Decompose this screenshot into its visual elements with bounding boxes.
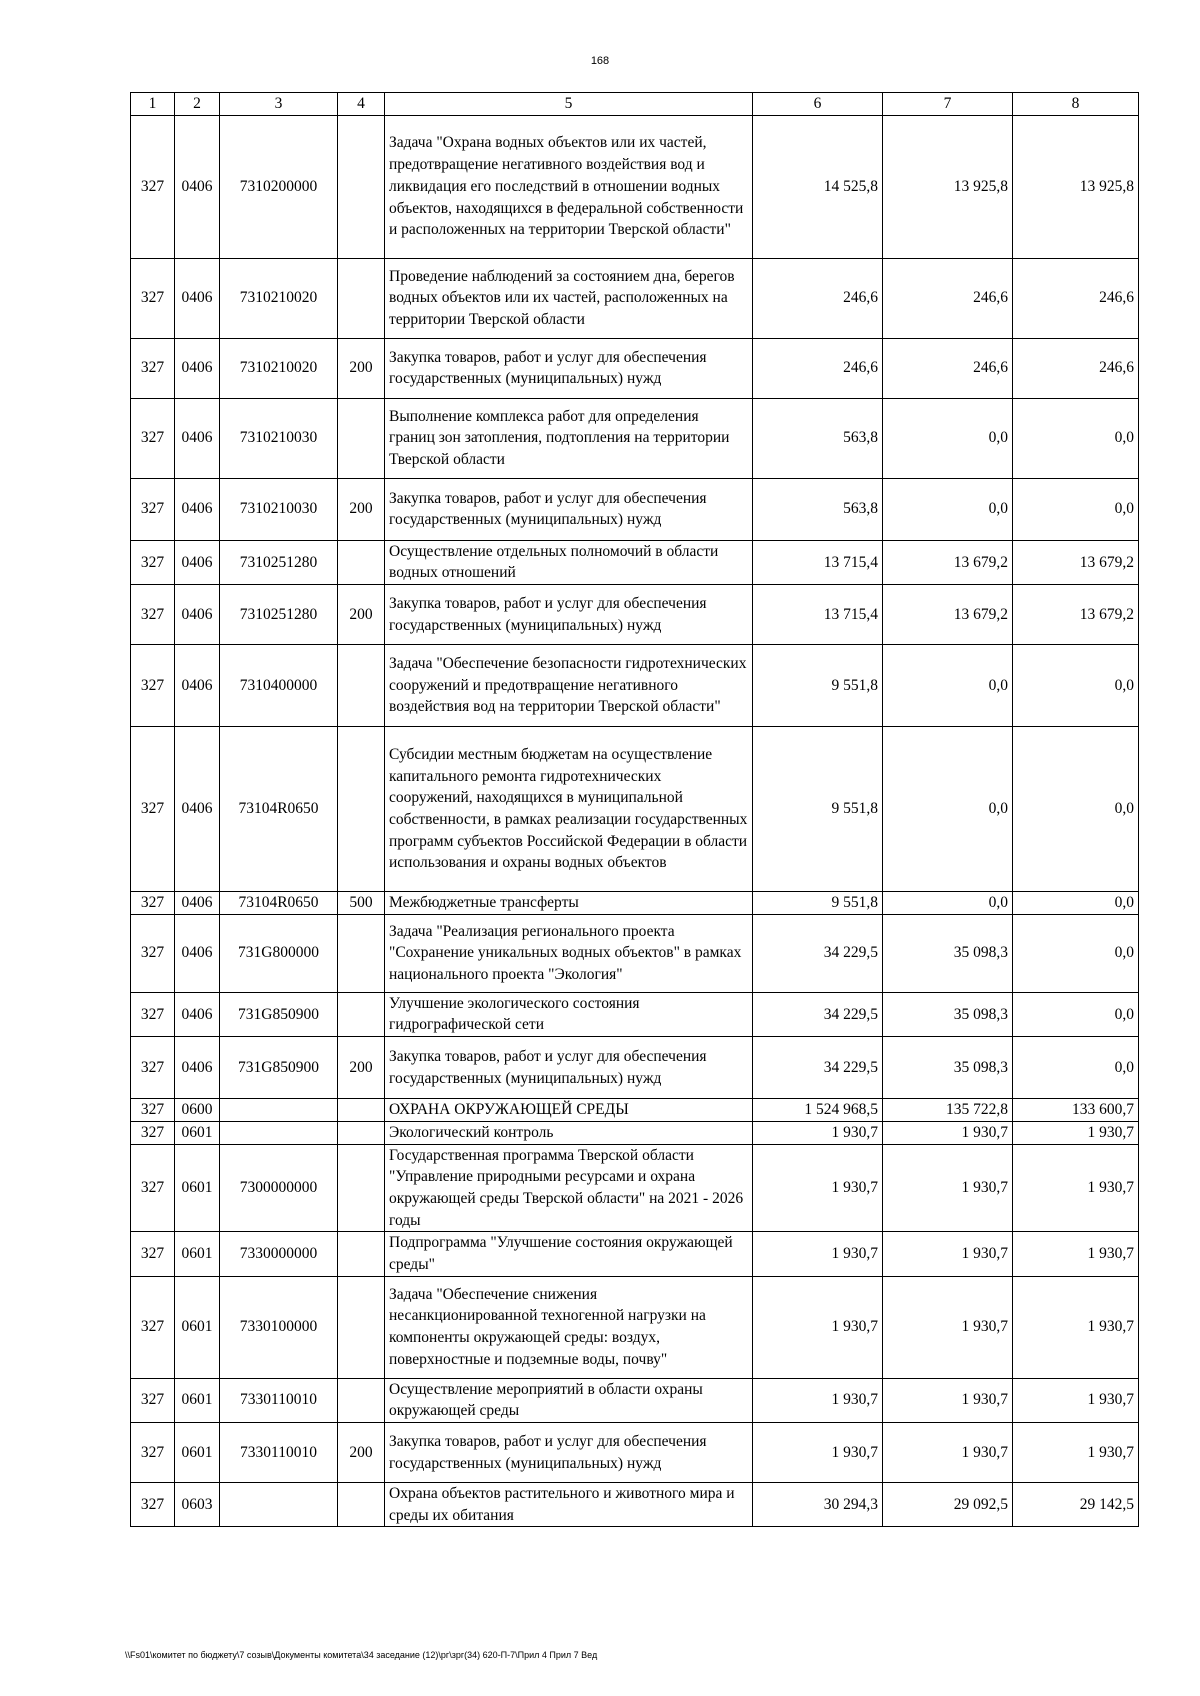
cell-c3: 73104R0650 <box>220 892 338 915</box>
cell-c8: 1 930,7 <box>1013 1232 1139 1276</box>
table-row <box>131 892 1139 915</box>
table-row <box>131 1099 1139 1122</box>
cell-c7: 13 679,2 <box>883 585 1013 645</box>
cell-c7: 1 930,7 <box>883 1144 1013 1232</box>
cell-c7: 0,0 <box>883 727 1013 892</box>
cell-c2: 0406 <box>175 398 220 478</box>
cell-c1: 327 <box>131 1378 175 1422</box>
cell-c3: 7310251280 <box>220 540 338 584</box>
cell-c5: Задача "Обеспечение безопасности гидротехнических сооружений и предотвращение негативного воздействия вод на территории Тверской области" <box>385 645 753 727</box>
cell-c3: 731G850900 <box>220 992 338 1036</box>
cell-c6: 246,6 <box>753 338 883 398</box>
cell-c4 <box>338 727 385 892</box>
cell-c5: Закупка товаров, работ и услуг для обеспечения государственных (муниципальных) нужд <box>385 1423 753 1483</box>
cell-c1: 327 <box>131 398 175 478</box>
table-row <box>131 727 1139 892</box>
cell-c7: 135 722,8 <box>883 1099 1013 1122</box>
cell-c1: 327 <box>131 1276 175 1378</box>
cell-c4: 200 <box>338 478 385 540</box>
cell-c1: 327 <box>131 1483 175 1527</box>
cell-c1: 327 <box>131 1144 175 1232</box>
cell-c2: 0406 <box>175 540 220 584</box>
col-header-2: 2 <box>175 93 220 116</box>
cell-c3: 7330100000 <box>220 1276 338 1378</box>
cell-c8: 246,6 <box>1013 258 1139 338</box>
cell-c8: 1 930,7 <box>1013 1423 1139 1483</box>
cell-c3: 7300000000 <box>220 1144 338 1232</box>
cell-c5: Охрана объектов растительного и животного мира и среды их обитания <box>385 1483 753 1527</box>
cell-c1: 327 <box>131 540 175 584</box>
cell-c8: 1 930,7 <box>1013 1378 1139 1422</box>
cell-c1: 327 <box>131 892 175 915</box>
cell-c7: 1 930,7 <box>883 1423 1013 1483</box>
cell-c3: 7310400000 <box>220 645 338 727</box>
cell-c4: 200 <box>338 338 385 398</box>
cell-c2: 0406 <box>175 338 220 398</box>
cell-c4 <box>338 258 385 338</box>
table-row <box>131 1378 1139 1422</box>
cell-c7: 0,0 <box>883 645 1013 727</box>
col-header-4: 4 <box>338 93 385 116</box>
cell-c3 <box>220 1121 338 1144</box>
cell-c7: 13 925,8 <box>883 115 1013 258</box>
cell-c8: 0,0 <box>1013 645 1139 727</box>
cell-c7: 35 098,3 <box>883 992 1013 1036</box>
cell-c8: 13 925,8 <box>1013 115 1139 258</box>
cell-c4: 500 <box>338 892 385 915</box>
table-row <box>131 914 1139 992</box>
col-header-3: 3 <box>220 93 338 116</box>
cell-c1: 327 <box>131 478 175 540</box>
cell-c5: Закупка товаров, работ и услуг для обеспечения государственных (муниципальных) нужд <box>385 1037 753 1099</box>
cell-c4 <box>338 1483 385 1527</box>
cell-c1: 327 <box>131 645 175 727</box>
cell-c7: 1 930,7 <box>883 1121 1013 1144</box>
table-row <box>131 1483 1139 1527</box>
page-number: 168 <box>590 55 610 67</box>
cell-c7: 1 930,7 <box>883 1378 1013 1422</box>
cell-c4 <box>338 398 385 478</box>
cell-c4 <box>338 645 385 727</box>
cell-c2: 0406 <box>175 115 220 258</box>
cell-c4: 200 <box>338 585 385 645</box>
cell-c8: 246,6 <box>1013 338 1139 398</box>
cell-c4 <box>338 992 385 1036</box>
table-row <box>131 540 1139 584</box>
table-row <box>131 398 1139 478</box>
cell-c6: 9 551,8 <box>753 645 883 727</box>
table-row <box>131 338 1139 398</box>
table-row <box>131 1276 1139 1378</box>
cell-c4 <box>338 1232 385 1276</box>
cell-c8: 13 679,2 <box>1013 585 1139 645</box>
cell-c6: 1 930,7 <box>753 1144 883 1232</box>
cell-c4 <box>338 540 385 584</box>
cell-c5: ОХРАНА ОКРУЖАЮЩЕЙ СРЕДЫ <box>385 1099 753 1122</box>
cell-c7: 0,0 <box>883 892 1013 915</box>
cell-c7: 1 930,7 <box>883 1276 1013 1378</box>
cell-c4 <box>338 1276 385 1378</box>
cell-c4 <box>338 1121 385 1144</box>
table-row <box>131 585 1139 645</box>
cell-c3: 7310210020 <box>220 338 338 398</box>
cell-c8: 1 930,7 <box>1013 1121 1139 1144</box>
cell-c6: 1 930,7 <box>753 1121 883 1144</box>
cell-c5: Закупка товаров, работ и услуг для обеспечения государственных (муниципальных) нужд <box>385 338 753 398</box>
cell-c1: 327 <box>131 914 175 992</box>
cell-c2: 0406 <box>175 585 220 645</box>
col-header-8: 8 <box>1013 93 1139 116</box>
table-row <box>131 1423 1139 1483</box>
cell-c5: Закупка товаров, работ и услуг для обеспечения государственных (муниципальных) нужд <box>385 478 753 540</box>
cell-c8: 0,0 <box>1013 892 1139 915</box>
cell-c2: 0406 <box>175 992 220 1036</box>
cell-c7: 35 098,3 <box>883 1037 1013 1099</box>
cell-c1: 327 <box>131 727 175 892</box>
cell-c2: 0406 <box>175 645 220 727</box>
cell-c3: 731G800000 <box>220 914 338 992</box>
cell-c7: 246,6 <box>883 258 1013 338</box>
cell-c2: 0406 <box>175 478 220 540</box>
cell-c6: 9 551,8 <box>753 892 883 915</box>
cell-c6: 13 715,4 <box>753 585 883 645</box>
cell-c3: 7330000000 <box>220 1232 338 1276</box>
cell-c1: 327 <box>131 1232 175 1276</box>
cell-c7: 13 679,2 <box>883 540 1013 584</box>
cell-c2: 0601 <box>175 1144 220 1232</box>
cell-c6: 563,8 <box>753 398 883 478</box>
cell-c2: 0603 <box>175 1483 220 1527</box>
table-row <box>131 115 1139 258</box>
cell-c8: 0,0 <box>1013 398 1139 478</box>
cell-c7: 35 098,3 <box>883 914 1013 992</box>
cell-c1: 327 <box>131 115 175 258</box>
cell-c5: Выполнение комплекса работ для определения границ зон затопления, подтопления на территории Тверской области <box>385 398 753 478</box>
col-header-6: 6 <box>753 93 883 116</box>
cell-c5: Проведение наблюдений за состоянием дна, берегов водных объектов или их частей, расположенных на территории Тверской области <box>385 258 753 338</box>
cell-c2: 0601 <box>175 1423 220 1483</box>
cell-c8: 13 679,2 <box>1013 540 1139 584</box>
budget-table <box>130 92 1139 1527</box>
cell-c6: 1 524 968,5 <box>753 1099 883 1122</box>
cell-c8: 0,0 <box>1013 914 1139 992</box>
cell-c2: 0406 <box>175 727 220 892</box>
cell-c6: 34 229,5 <box>753 914 883 992</box>
cell-c1: 327 <box>131 992 175 1036</box>
cell-c6: 34 229,5 <box>753 992 883 1036</box>
cell-c6: 563,8 <box>753 478 883 540</box>
cell-c3: 7310210030 <box>220 478 338 540</box>
cell-c8: 0,0 <box>1013 478 1139 540</box>
cell-c5: Межбюджетные трансферты <box>385 892 753 915</box>
cell-c4 <box>338 1099 385 1122</box>
cell-c3: 7330110010 <box>220 1423 338 1483</box>
cell-c7: 0,0 <box>883 398 1013 478</box>
cell-c5: Закупка товаров, работ и услуг для обеспечения государственных (муниципальных) нужд <box>385 585 753 645</box>
col-header-5: 5 <box>385 93 753 116</box>
cell-c5: Осуществление отдельных полномочий в области водных отношений <box>385 540 753 584</box>
cell-c8: 1 930,7 <box>1013 1276 1139 1378</box>
table-row <box>131 1232 1139 1276</box>
cell-c2: 0406 <box>175 1037 220 1099</box>
cell-c8: 0,0 <box>1013 1037 1139 1099</box>
cell-c1: 327 <box>131 1121 175 1144</box>
cell-c6: 1 930,7 <box>753 1276 883 1378</box>
cell-c3: 731G850900 <box>220 1037 338 1099</box>
cell-c5: Государственная программа Тверской области "Управление природными ресурсами и охрана окружающей среды Тверской области" на 2021 - 2026 годы <box>385 1144 753 1232</box>
cell-c6: 34 229,5 <box>753 1037 883 1099</box>
cell-c3: 7310251280 <box>220 585 338 645</box>
cell-c6: 1 930,7 <box>753 1232 883 1276</box>
cell-c5: Осуществление мероприятий в области охраны окружающей среды <box>385 1378 753 1422</box>
cell-c6: 9 551,8 <box>753 727 883 892</box>
col-header-7: 7 <box>883 93 1013 116</box>
cell-c5: Задача "Реализация регионального проекта "Сохранение уникальных водных объектов" в рамках национального проекта "Экология" <box>385 914 753 992</box>
table-row <box>131 992 1139 1036</box>
cell-c4 <box>338 1144 385 1232</box>
cell-c5: Экологический контроль <box>385 1121 753 1144</box>
cell-c2: 0406 <box>175 892 220 915</box>
cell-c1: 327 <box>131 1423 175 1483</box>
cell-c4 <box>338 1378 385 1422</box>
footer-file-path: \\Fs01\комитет по бюджету\7 созыв\Документы комитета\34 заседание (12)\рг\зрг(34) 620-П-7\Прил 4 Прил 7 Вед <box>125 1650 598 1660</box>
cell-c5: Улучшение экологического состояния гидрографической сети <box>385 992 753 1036</box>
cell-c7: 246,6 <box>883 338 1013 398</box>
cell-c5: Подпрограмма "Улучшение состояния окружающей среды" <box>385 1232 753 1276</box>
cell-c1: 327 <box>131 1037 175 1099</box>
cell-c2: 0601 <box>175 1232 220 1276</box>
cell-c6: 1 930,7 <box>753 1423 883 1483</box>
cell-c8: 0,0 <box>1013 727 1139 892</box>
cell-c2: 0600 <box>175 1099 220 1122</box>
cell-c6: 1 930,7 <box>753 1378 883 1422</box>
cell-c7: 29 092,5 <box>883 1483 1013 1527</box>
table-row <box>131 478 1139 540</box>
cell-c2: 0406 <box>175 914 220 992</box>
col-header-1: 1 <box>131 93 175 116</box>
cell-c3 <box>220 1099 338 1122</box>
cell-c1: 327 <box>131 585 175 645</box>
table-row <box>131 645 1139 727</box>
cell-c2: 0601 <box>175 1121 220 1144</box>
cell-c6: 14 525,8 <box>753 115 883 258</box>
cell-c4: 200 <box>338 1037 385 1099</box>
header-row <box>131 93 1139 116</box>
table-row <box>131 1037 1139 1099</box>
cell-c5: Задача "Охрана водных объектов или их частей, предотвращение негативного воздействия вод и ликвидация его последствий в отношении водных объектов, находящихся в федеральной собственности и расположенных на территории Тверской области" <box>385 115 753 258</box>
cell-c6: 30 294,3 <box>753 1483 883 1527</box>
cell-c8: 1 930,7 <box>1013 1144 1139 1232</box>
cell-c2: 0601 <box>175 1276 220 1378</box>
cell-c1: 327 <box>131 1099 175 1122</box>
cell-c5: Субсидии местным бюджетам на осуществление капитального ремонта гидротехнических сооружений, находящихся в муниципальной собственности, в рамках реализации государственных программ субъектов Российской Федерации в области использования и охраны водных объектов <box>385 727 753 892</box>
table-row <box>131 1121 1139 1144</box>
cell-c8: 29 142,5 <box>1013 1483 1139 1527</box>
cell-c1: 327 <box>131 258 175 338</box>
table-row <box>131 1144 1139 1232</box>
cell-c3: 7330110010 <box>220 1378 338 1422</box>
cell-c2: 0601 <box>175 1378 220 1422</box>
cell-c4 <box>338 115 385 258</box>
cell-c5: Задача "Обеспечение снижения несанкционированной техногенной нагрузки на компоненты окружающей среды: воздух, поверхностные и подземные воды, почву" <box>385 1276 753 1378</box>
cell-c1: 327 <box>131 338 175 398</box>
cell-c4: 200 <box>338 1423 385 1483</box>
cell-c3 <box>220 1483 338 1527</box>
cell-c3: 7310210020 <box>220 258 338 338</box>
cell-c3: 7310210030 <box>220 398 338 478</box>
cell-c6: 246,6 <box>753 258 883 338</box>
cell-c3: 73104R0650 <box>220 727 338 892</box>
table-row <box>131 258 1139 338</box>
cell-c2: 0406 <box>175 258 220 338</box>
cell-c7: 1 930,7 <box>883 1232 1013 1276</box>
cell-c6: 13 715,4 <box>753 540 883 584</box>
cell-c8: 0,0 <box>1013 992 1139 1036</box>
cell-c4 <box>338 914 385 992</box>
cell-c8: 133 600,7 <box>1013 1099 1139 1122</box>
cell-c3: 7310200000 <box>220 115 338 258</box>
cell-c7: 0,0 <box>883 478 1013 540</box>
